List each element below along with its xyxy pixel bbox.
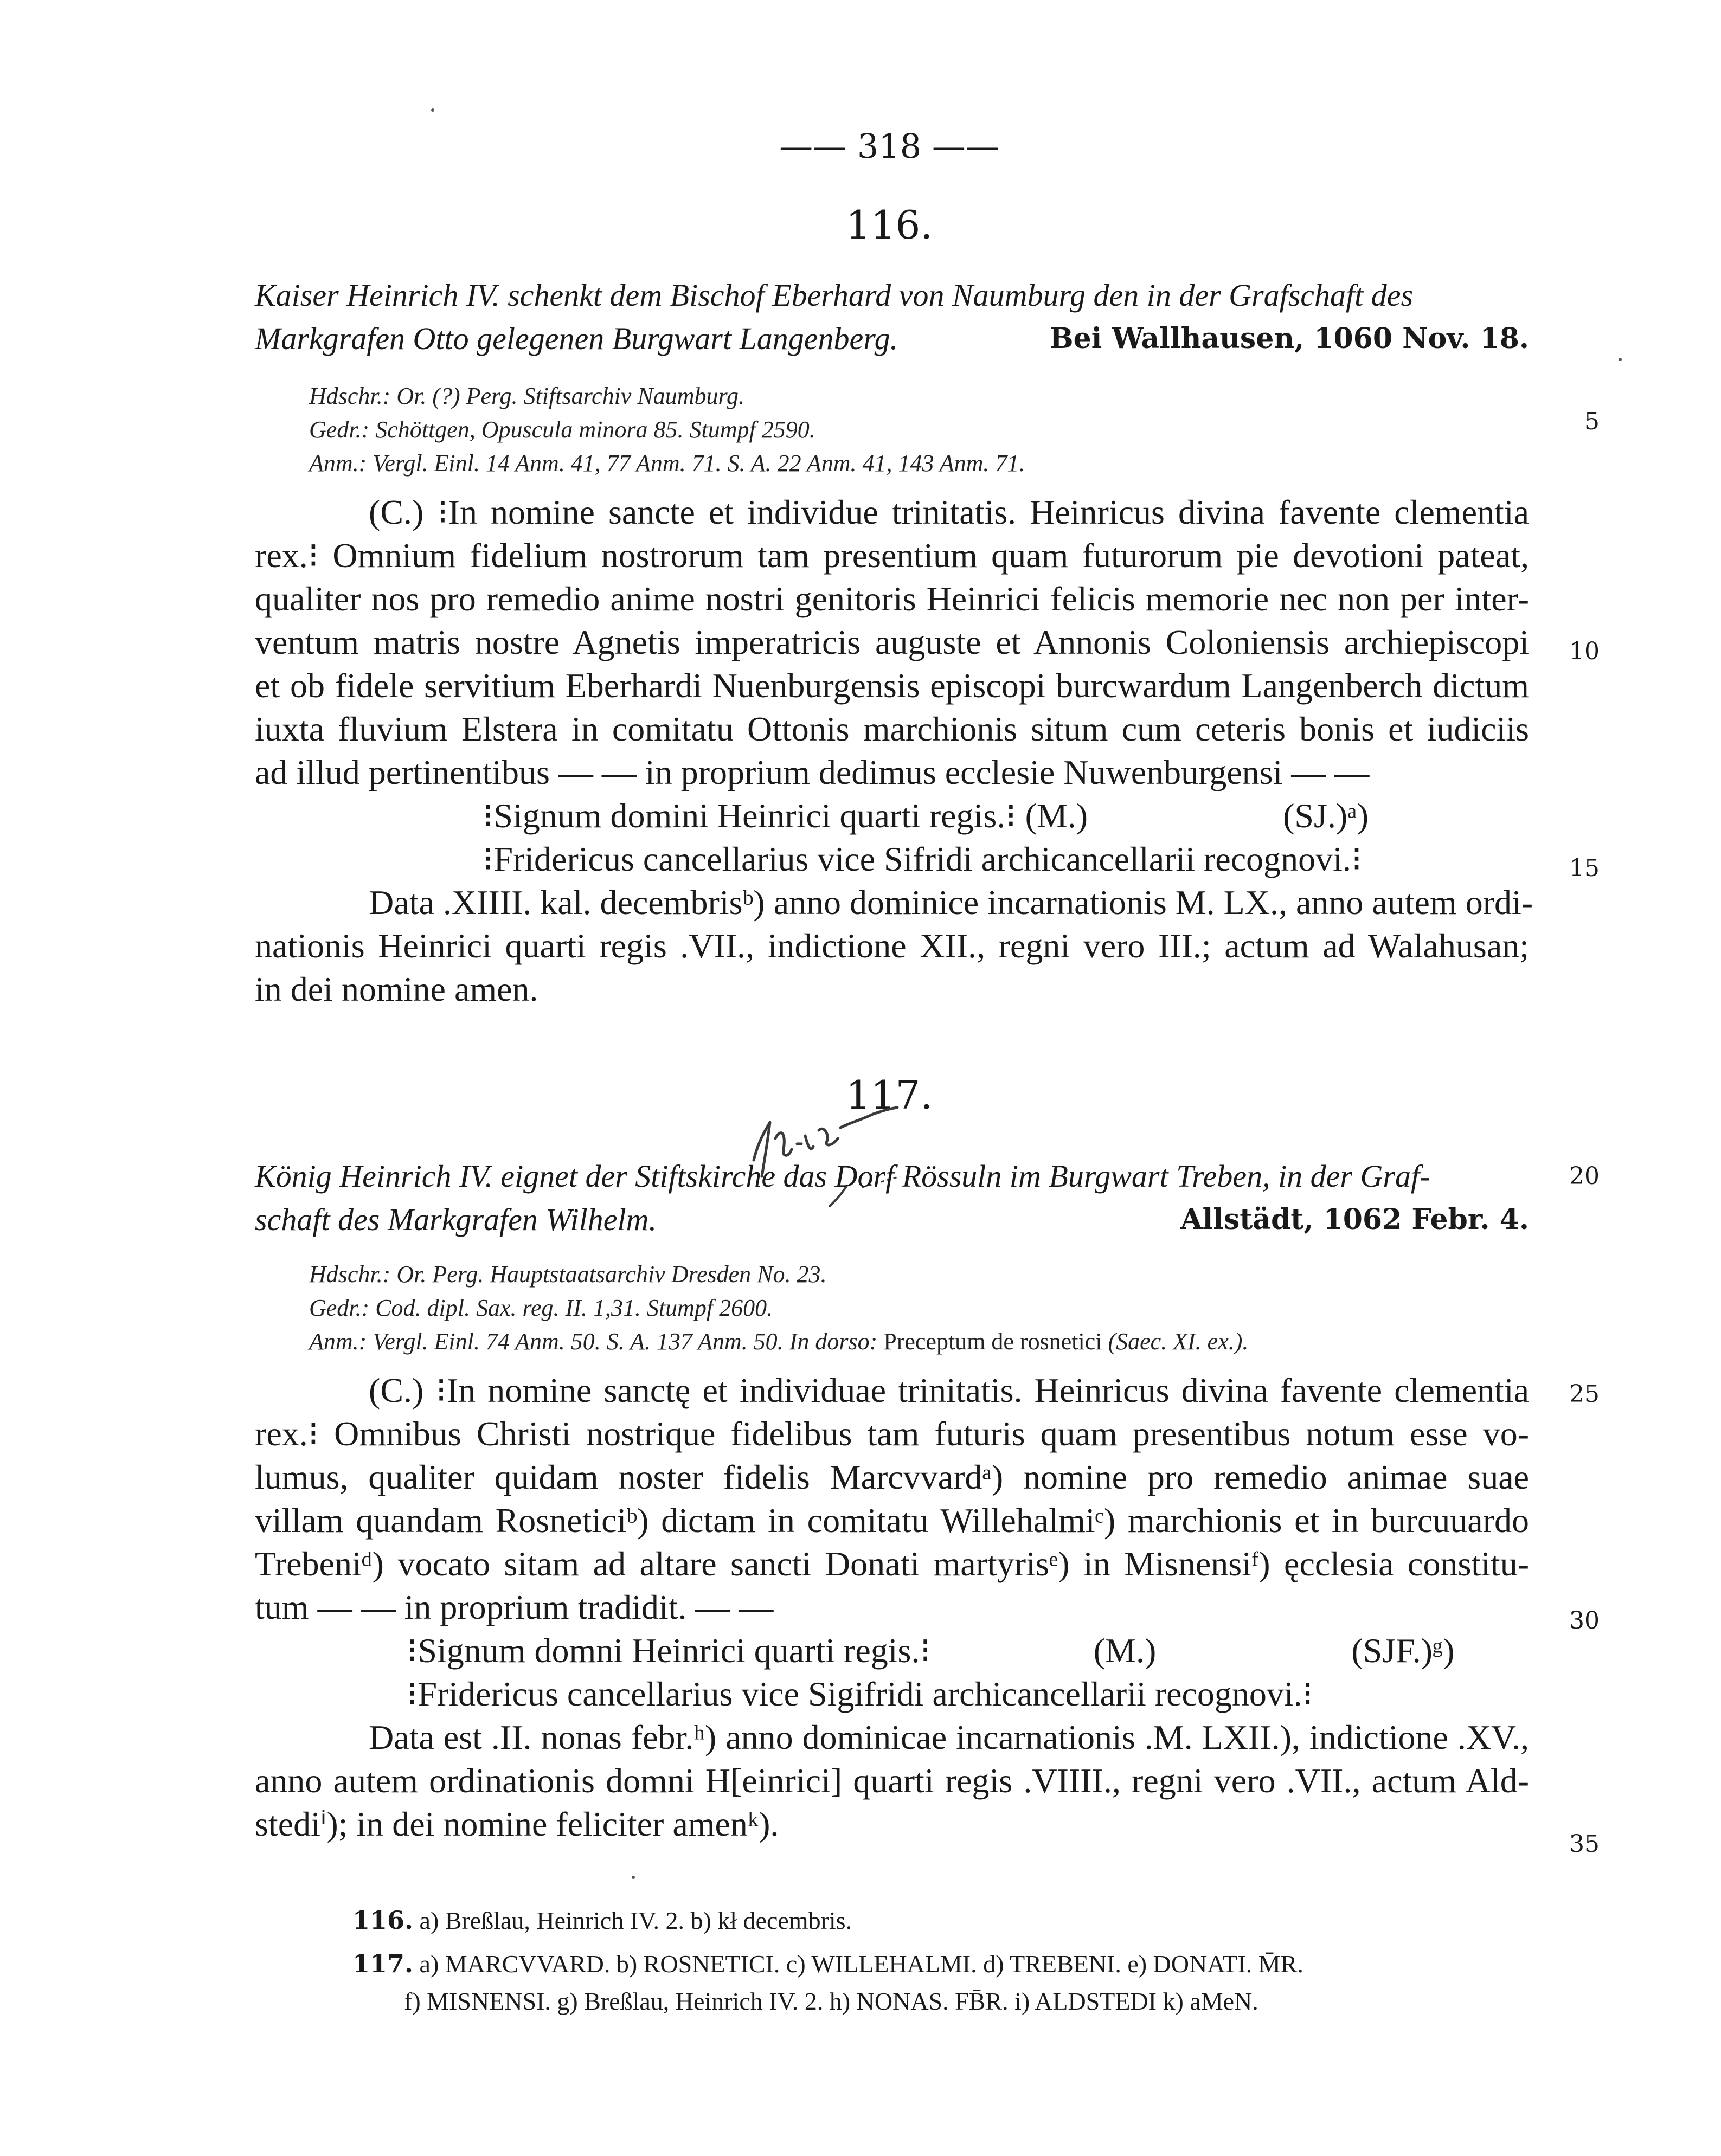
text-116-line-5: et ob fidele servitium Eberhardi Nuenburgensis episcopi burcwardum Langenberch dictum	[255, 666, 1529, 705]
document-number-116: 116.	[845, 202, 933, 248]
remark-117-text: Anm.: Vergl. Einl. 74 Anm. 50. S. A. 137 Anm. 50. In dorso:	[309, 1328, 878, 1355]
recognition-117: ⁝Fridericus cancellarius vice Sigifridi archicancellarii recognovi.⁝	[407, 1675, 1313, 1713]
regest-116-line-1: Kaiser Heinrich IV. schenkt dem Bischof Eberhard von Naumburg den in der Grafschaft des	[255, 278, 1414, 313]
data-117-line-1: Data est .II. nonas febr.ʰ) anno dominicae incarnationis .M. LXII.), indictione .XV.,	[369, 1718, 1529, 1756]
footnote-116	[352, 1903, 852, 1938]
footnote-116-number: 116.	[352, 1906, 414, 1935]
regest-117-line-1: König Heinrich IV. eignet der Stiftskirche das Dorf Rössuln im Burgwart Treben, in der Graf-	[255, 1159, 1430, 1194]
data-116-line-2: nationis Heinrici quarti regis .VII., indictione XII., regni vero III.; actum ad Walahusan;	[255, 926, 1529, 965]
printed-note-116: Gedr.: Schöttgen, Opuscula minora 85. Stumpf 2590.	[309, 416, 815, 443]
scan-speck	[1619, 358, 1622, 361]
text-117-line-1: (C.) ⁝In nomine sanctę et individuae trinitatis. Heinricus divina favente clementia	[369, 1371, 1529, 1410]
signum-117-sjf: (SJF.)ᵍ)	[1351, 1631, 1455, 1670]
date-116: Bei Wallhausen, 1060 Nov. 18.	[1049, 322, 1529, 355]
signum-117-m: (M.)	[1093, 1631, 1157, 1670]
footnote-116-text: a) Breßlau, Heinrich IV. 2. b) kł decembris.	[419, 1907, 852, 1934]
text-116-line-6: iuxta fluvium Elstera in comitatu Ottonis marchionis situm cum ceteris bonis et iudiciis	[255, 710, 1529, 748]
footnote-117-line-1	[352, 1946, 1303, 1981]
footnote-117-number: 117.	[352, 1949, 414, 1978]
regest-116-line-2	[255, 317, 1529, 361]
data-116-line-1: Data .XIIII. kal. decembrisᵇ) anno dominice incarnationis M. LX., anno autem ordi-	[369, 883, 1533, 922]
text-116-line-4: ventum matris nostre Agnetis imperatricis auguste et Annonis Coloniensis archiepiscopi	[255, 623, 1529, 661]
manuscript-note-117: Hdschr.: Or. Perg. Hauptstaatsarchiv Dresden No. 23.	[309, 1261, 827, 1288]
line-number: 5	[1584, 408, 1600, 435]
document-number-117: 117.	[845, 1072, 933, 1118]
line-number: 20	[1569, 1162, 1600, 1190]
remark-note-116: Anm.: Vergl. Einl. 14 Anm. 41, 77 Anm. 71. S. A. 22 Anm. 41, 143 Anm. 71.	[309, 450, 1025, 477]
line-number: 15	[1569, 854, 1600, 882]
scan-speck	[632, 1876, 635, 1879]
text-117-line-4: villam quandam Rosneticiᵇ) dictam in comitatu Willehalmiᶜ) marchionis et in burcuuardo	[255, 1501, 1529, 1540]
footnote-117-text-1: a) MARCVVARD. b) ROSNETICI. c) WILLEHALMI. d) TREBENI. e) DONATI. M̄R.	[419, 1950, 1303, 1978]
signum-117-text: ⁝Signum domni Heinrici quarti regis.⁝	[407, 1631, 931, 1670]
line-number: 25	[1569, 1380, 1600, 1408]
data-117-line-2: anno autem ordinationis domni H[einrici] quarti regis .VIIII., regni vero .VII., actum Ald-	[255, 1761, 1529, 1800]
printed-note-117: Gedr.: Cod. dipl. Sax. reg. II. 1,31. Stumpf 2600.	[309, 1295, 773, 1321]
page-number: —— 318 ——	[779, 126, 999, 166]
manuscript-note-116: Hdschr.: Or. (?) Perg. Stiftsarchiv Naumburg.	[309, 383, 744, 409]
remark-117-dorso: Preceptum de rosnetici	[883, 1328, 1102, 1355]
signum-117	[407, 1629, 1529, 1672]
text-117-line-2: rex.⁝ Omnibus Christi nostrique fidelibus tam futuris quam presentibus notum esse vo-	[255, 1414, 1529, 1453]
signum-116-sj: (SJ.)ᵃ)	[1283, 796, 1369, 835]
text-116-line-1: (C.) ⁝In nomine sancte et individue trinitatis. Heinricus divina favente clementia	[369, 493, 1529, 531]
regest-116-text: Markgrafen Otto gelegenen Burgwart Langenberg.	[255, 321, 898, 356]
remark-117-saec: (Saec. XI. ex.).	[1108, 1328, 1249, 1355]
data-117-line-3: stediⁱ); in dei nomine feliciter amenᵏ).	[255, 1805, 779, 1843]
text-117-line-6: tum — — in proprium tradidit. — —	[255, 1588, 774, 1626]
signum-116-text: ⁝Signum domini Heinrici quarti regis.⁝ (M.)	[483, 796, 1088, 835]
line-number: 35	[1569, 1830, 1600, 1858]
line-number: 10	[1569, 638, 1600, 665]
text-116-line-7: ad illud pertinentibus — — in proprium dedimus ecclesie Nuwenburgensi — —	[255, 753, 1370, 791]
footnote-117-line-2: f) MISNENSI. g) Breßlau, Heinrich IV. 2. h) NONAS. FB̄R. i) ALDSTEDI k) aMeN.	[404, 1987, 1258, 2015]
date-117: Allstädt, 1062 Febr. 4.	[1180, 1203, 1529, 1236]
regest-117-text: schaft des Markgrafen Wilhelm.	[255, 1202, 657, 1237]
recognition-116: ⁝Fridericus cancellarius vice Sifridi archicancellarii recognovi.⁝	[483, 840, 1363, 878]
text-116-line-3: qualiter nos pro remedio anime nostri genitoris Heinrici felicis memorie nec non per inter-	[255, 580, 1529, 618]
scan-speck	[431, 108, 434, 112]
line-number: 30	[1569, 1607, 1600, 1634]
text-117-line-3: lumus, qualiter quidam noster fidelis Marcvvardᵃ) nomine pro remedio animae suae	[255, 1458, 1529, 1496]
text-116-line-2: rex.⁝ Omnium fidelium nostrorum tam presentium quam futurorum pie devotioni pateat,	[255, 536, 1529, 575]
regest-117-line-2	[255, 1198, 1529, 1241]
signum-116	[483, 794, 1529, 838]
text-117-line-5: Trebeniᵈ) vocato sitam ad altare sancti Donati martyrisᵉ) in Misnensiᶠ) ęcclesia constitu-	[255, 1544, 1529, 1583]
data-116-line-3: in dei nomine amen.	[255, 970, 538, 1008]
remark-note-117	[309, 1325, 1248, 1359]
